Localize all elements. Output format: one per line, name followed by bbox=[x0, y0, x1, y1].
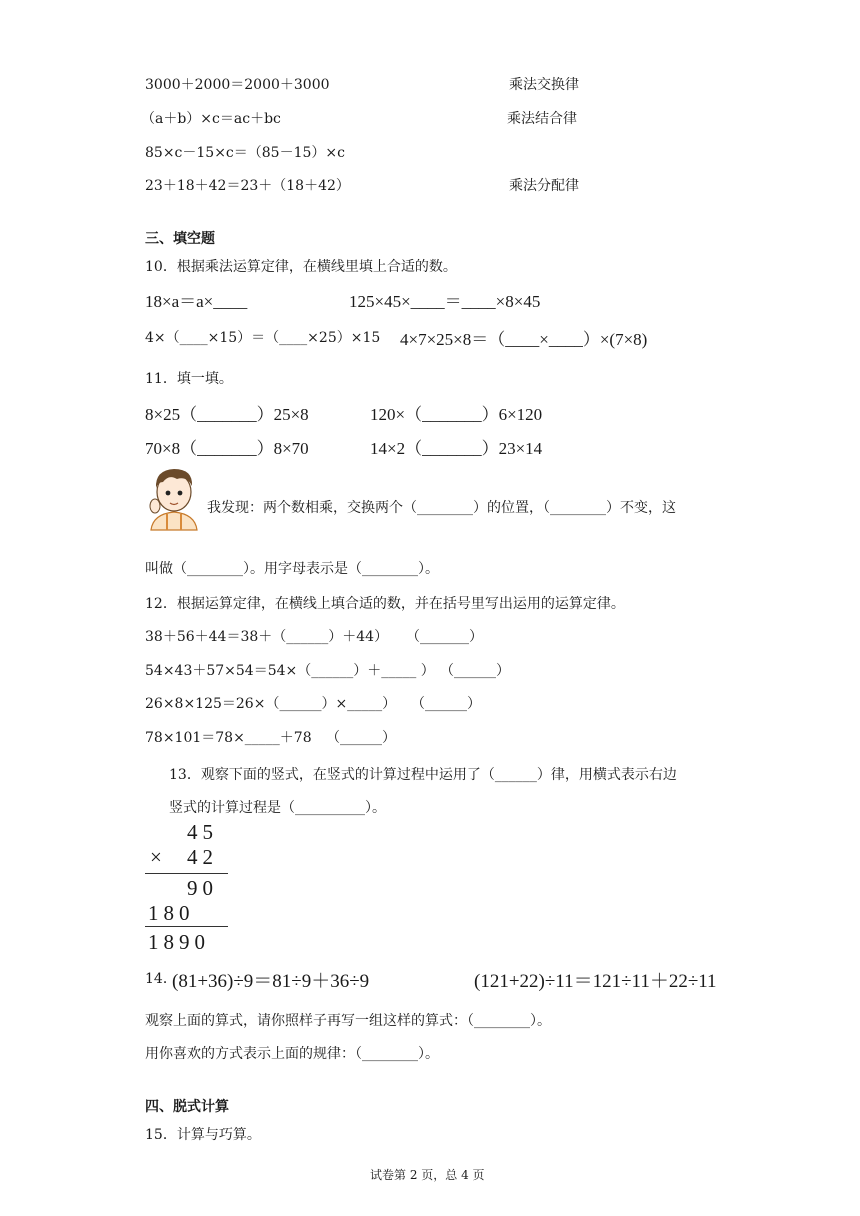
vertical-result: 1890 bbox=[148, 930, 210, 954]
vertical-partial-1: 90 bbox=[187, 876, 218, 900]
q10-expr-a: 18×a＝a×____ bbox=[145, 292, 248, 311]
q11-observation-line1: 我发现：两个数相乘，交换两个（________）的位置，（________）不变，这 bbox=[207, 500, 676, 516]
section-title-step-calc: 四、脱式计算 bbox=[145, 1099, 229, 1115]
q14-equation-2: (121+22)÷11＝121÷11＋22÷11 bbox=[474, 971, 717, 992]
q10-expr-d: 4×7×25×8＝（____×____）×(7×8) bbox=[400, 330, 648, 349]
q11-expr-d: 14×2（_______）23×14 bbox=[370, 439, 543, 458]
q12-expr-4: 78×101＝78×_____＋78 bbox=[145, 730, 312, 746]
q11-expr-c: 70×8（_______）8×70 bbox=[145, 439, 309, 458]
q12-expr-3: 26×8×125＝26×（______）×_____） bbox=[145, 696, 397, 712]
vertical-multiplier: 42 bbox=[187, 845, 218, 869]
q12-law-2: （______） bbox=[440, 663, 510, 679]
q13-line2: 竖式的计算过程是（__________）。 bbox=[169, 800, 386, 816]
q14-line2: 用你喜欢的方式表示上面的规律：（________）。 bbox=[145, 1046, 439, 1062]
q12-law-4: （______） bbox=[326, 730, 396, 746]
vertical-times-sign: × bbox=[150, 845, 167, 869]
q11-expr-b: 120×（_______）6×120 bbox=[370, 405, 543, 424]
q10-expr-b: 125×45×____＝____×8×45 bbox=[349, 292, 541, 311]
vertical-rule-2 bbox=[145, 926, 228, 927]
match-left-4: 23＋18＋42＝23＋（18＋42） bbox=[145, 178, 350, 194]
match-right-2: 乘法结合律 bbox=[507, 111, 577, 127]
match-left-2: （a＋b）×c＝ac＋bc bbox=[141, 111, 281, 127]
q11-observation-line2: 叫做（________）。用字母表示是（________）。 bbox=[145, 561, 439, 577]
match-left-3: 85×c－15×c＝（85－15）×c bbox=[145, 145, 345, 161]
q12-prompt: 12．根据运算定律，在横线上填合适的数，并在括号里写出运用的运算定律。 bbox=[145, 596, 625, 612]
q12-law-3: （______） bbox=[411, 696, 481, 712]
match-right-4: 乘法分配律 bbox=[509, 178, 579, 194]
vertical-rule-1 bbox=[145, 873, 228, 874]
q12-law-1: （_______） bbox=[406, 629, 483, 645]
match-left-1: 3000＋2000＝2000＋3000 bbox=[145, 77, 330, 93]
vertical-multiplicand: 45 bbox=[187, 820, 218, 844]
match-right-1: 乘法交换律 bbox=[509, 77, 579, 93]
q10-prompt: 10．根据乘法运算定律，在横线里填上合适的数。 bbox=[145, 259, 457, 275]
boy-thinking-illustration bbox=[143, 462, 205, 534]
section-title-fill-in: 三、填空题 bbox=[145, 231, 215, 247]
q14-equation-1: (81+36)÷9＝81÷9＋36÷9 bbox=[172, 971, 370, 992]
q11-expr-a: 8×25（_______）25×8 bbox=[145, 405, 309, 424]
q12-expr-2: 54×43＋57×54＝54×（______）＋_____ ） bbox=[145, 663, 435, 679]
q14-line1: 观察上面的算式，请你照样子再写一组这样的算式：（________）。 bbox=[145, 1013, 551, 1029]
q13-line1: 13．观察下面的竖式，在竖式的计算过程中运用了（______）律，用横式表示右边 bbox=[169, 767, 677, 783]
q14-label: 14． bbox=[145, 971, 177, 987]
vertical-partial-2: 180 bbox=[148, 901, 195, 925]
q15-prompt: 15．计算与巧算。 bbox=[145, 1127, 261, 1143]
page-footer: 试卷第 2 页，总 4 页 bbox=[370, 1168, 485, 1182]
q11-prompt: 11．填一填。 bbox=[145, 371, 233, 387]
q10-expr-c: 4×（____×15）＝（____×25）×15 bbox=[145, 330, 381, 346]
q12-expr-1: 38＋56＋44＝38＋（______）＋44） bbox=[145, 629, 389, 645]
